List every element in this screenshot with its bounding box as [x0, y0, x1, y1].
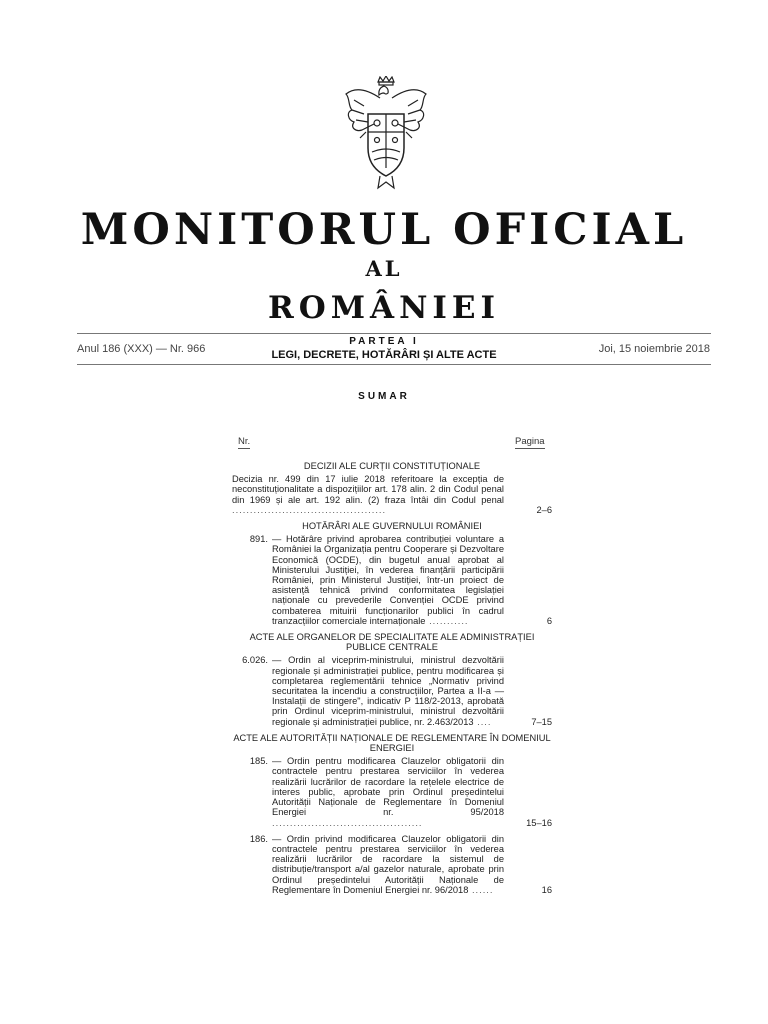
entry-text [272, 834, 504, 895]
column-header-page: Pagina [515, 436, 545, 447]
entry-text-body: Decizia nr. 499 din 17 iulie 2018 referitoare la excepția de neconstituționalitate a dispozițiilor art. 178 alin. 2 din Codul penal din 1969 și ale art. 192 alin. (2) fraza întâi din Codul penal [232, 474, 504, 505]
list-item [232, 474, 552, 515]
entry-text-body: — Ordin al viceprim-ministrului, ministrul dezvoltării regionale și administrației publice, pentru modificarea și completarea reglementării tehnice „Normativ privind securitatea la incendiu a construcțiilor, Partea a II-a — Instalații de stingere", indicativ P 118/2-2013, aprobată prin Ordinul viceprim-ministrului, ministrul dezvoltării regionale și administrației publice, nr. 2.463/2013 [272, 655, 504, 727]
section-title: HOTĂRÂRI ALE GUVERNULUI ROMÂNIEI [302, 521, 482, 532]
entry-number: 185. [249, 756, 268, 767]
entry-dots: ........... [425, 615, 469, 626]
list-item [232, 655, 552, 726]
list-item [232, 756, 552, 827]
entry-dots: ...... [468, 884, 494, 895]
entry-page: 15–16 [526, 817, 552, 828]
entry-text [272, 655, 504, 726]
section-title: ACTE ALE ORGANELOR DE SPECIALITATE ALE ADMINISTRAȚIEI PUBLICE CENTRALE [249, 632, 535, 653]
column-header-nr: Nr. [238, 436, 251, 447]
entry-number: 891. [249, 534, 268, 545]
entry-text [272, 756, 504, 827]
entry-page: 7–15 [531, 716, 552, 727]
summary-title: SUMAR [358, 391, 410, 402]
entry-number: 186. [249, 833, 268, 844]
publication-title-al: AL [365, 256, 403, 281]
entry-dots: .......................................... [272, 817, 423, 828]
entry-text [232, 474, 504, 515]
part-subtitle: LEGI, DECRETE, HOTĂRÂRI ȘI ALTE ACTE [271, 349, 497, 361]
section-title: ACTE ALE AUTORITĂȚII NAȚIONALE DE REGLEMENTARE ÎN DOMENIUL ENERGIEI [233, 732, 551, 754]
top-rule [77, 333, 711, 334]
entry-dots: .... [473, 716, 492, 727]
part-block [200, 336, 568, 362]
publication-title-country: ROMÂNIEI [267, 290, 501, 326]
issue-date: Joi, 15 noiembrie 2018 [598, 343, 710, 355]
entry-text [272, 534, 504, 626]
publication-title: MONITORUL OFICIAL [80, 205, 688, 255]
bottom-rule [77, 364, 711, 365]
list-item [232, 534, 552, 626]
coat-of-arms-icon [340, 76, 432, 194]
summary-content [232, 459, 552, 901]
part-label: PARTEA I [349, 336, 419, 347]
entry-page: 6 [546, 615, 552, 626]
list-item [232, 834, 552, 895]
section-title: DECIZII ALE CURȚII CONSTITUȚIONALE [303, 461, 481, 471]
entry-dots: ........................................... [232, 504, 387, 515]
entry-text-body: — Ordin pentru modificarea Clauzelor obligatorii din contractele pentru prestarea serviciilor în vederea realizării lucrărilor de racordare la rețelele electrice de interes public, aprobate prin Ordinul președintelui Autorității Naționale de Reglementare în Domeniul Energiei nr. 95/2018 [272, 756, 504, 818]
entry-text-body: — Ordin privind modificarea Clauzelor obligatorii din contractele pentru prestarea serviciilor în vederea realizării lucrărilor de racordare la sistemul de distribuție/transport a/al gazelor naturale, aprobate prin Ordinul președintelui Autorității Naționale de Reglementare în Domeniul Energiei nr. 96/2018 [272, 833, 504, 895]
entry-number: 6.026. [242, 655, 268, 666]
entry-page: 2–6 [536, 504, 552, 515]
issue-number: Anul 186 (XXX) — Nr. 966 [77, 343, 206, 355]
entry-page: 16 [541, 884, 552, 895]
entry-text-body: — Hotărâre privind aprobarea contribuției voluntare a României la Organizația pentru Cooperare și Dezvoltare Economică (OCDE), din bugetul anual aprobat al Ministerului Justiției, în vederea finanțării participării României, prin Ministerul Justiției, într-un proiect de asistență tehnică privind conformitatea legislației naționale cu prevederile Convenției OCDE privind combaterea mituirii funcționarilor publici în cadrul tranzacțiilor comerciale internaționale [272, 534, 504, 626]
